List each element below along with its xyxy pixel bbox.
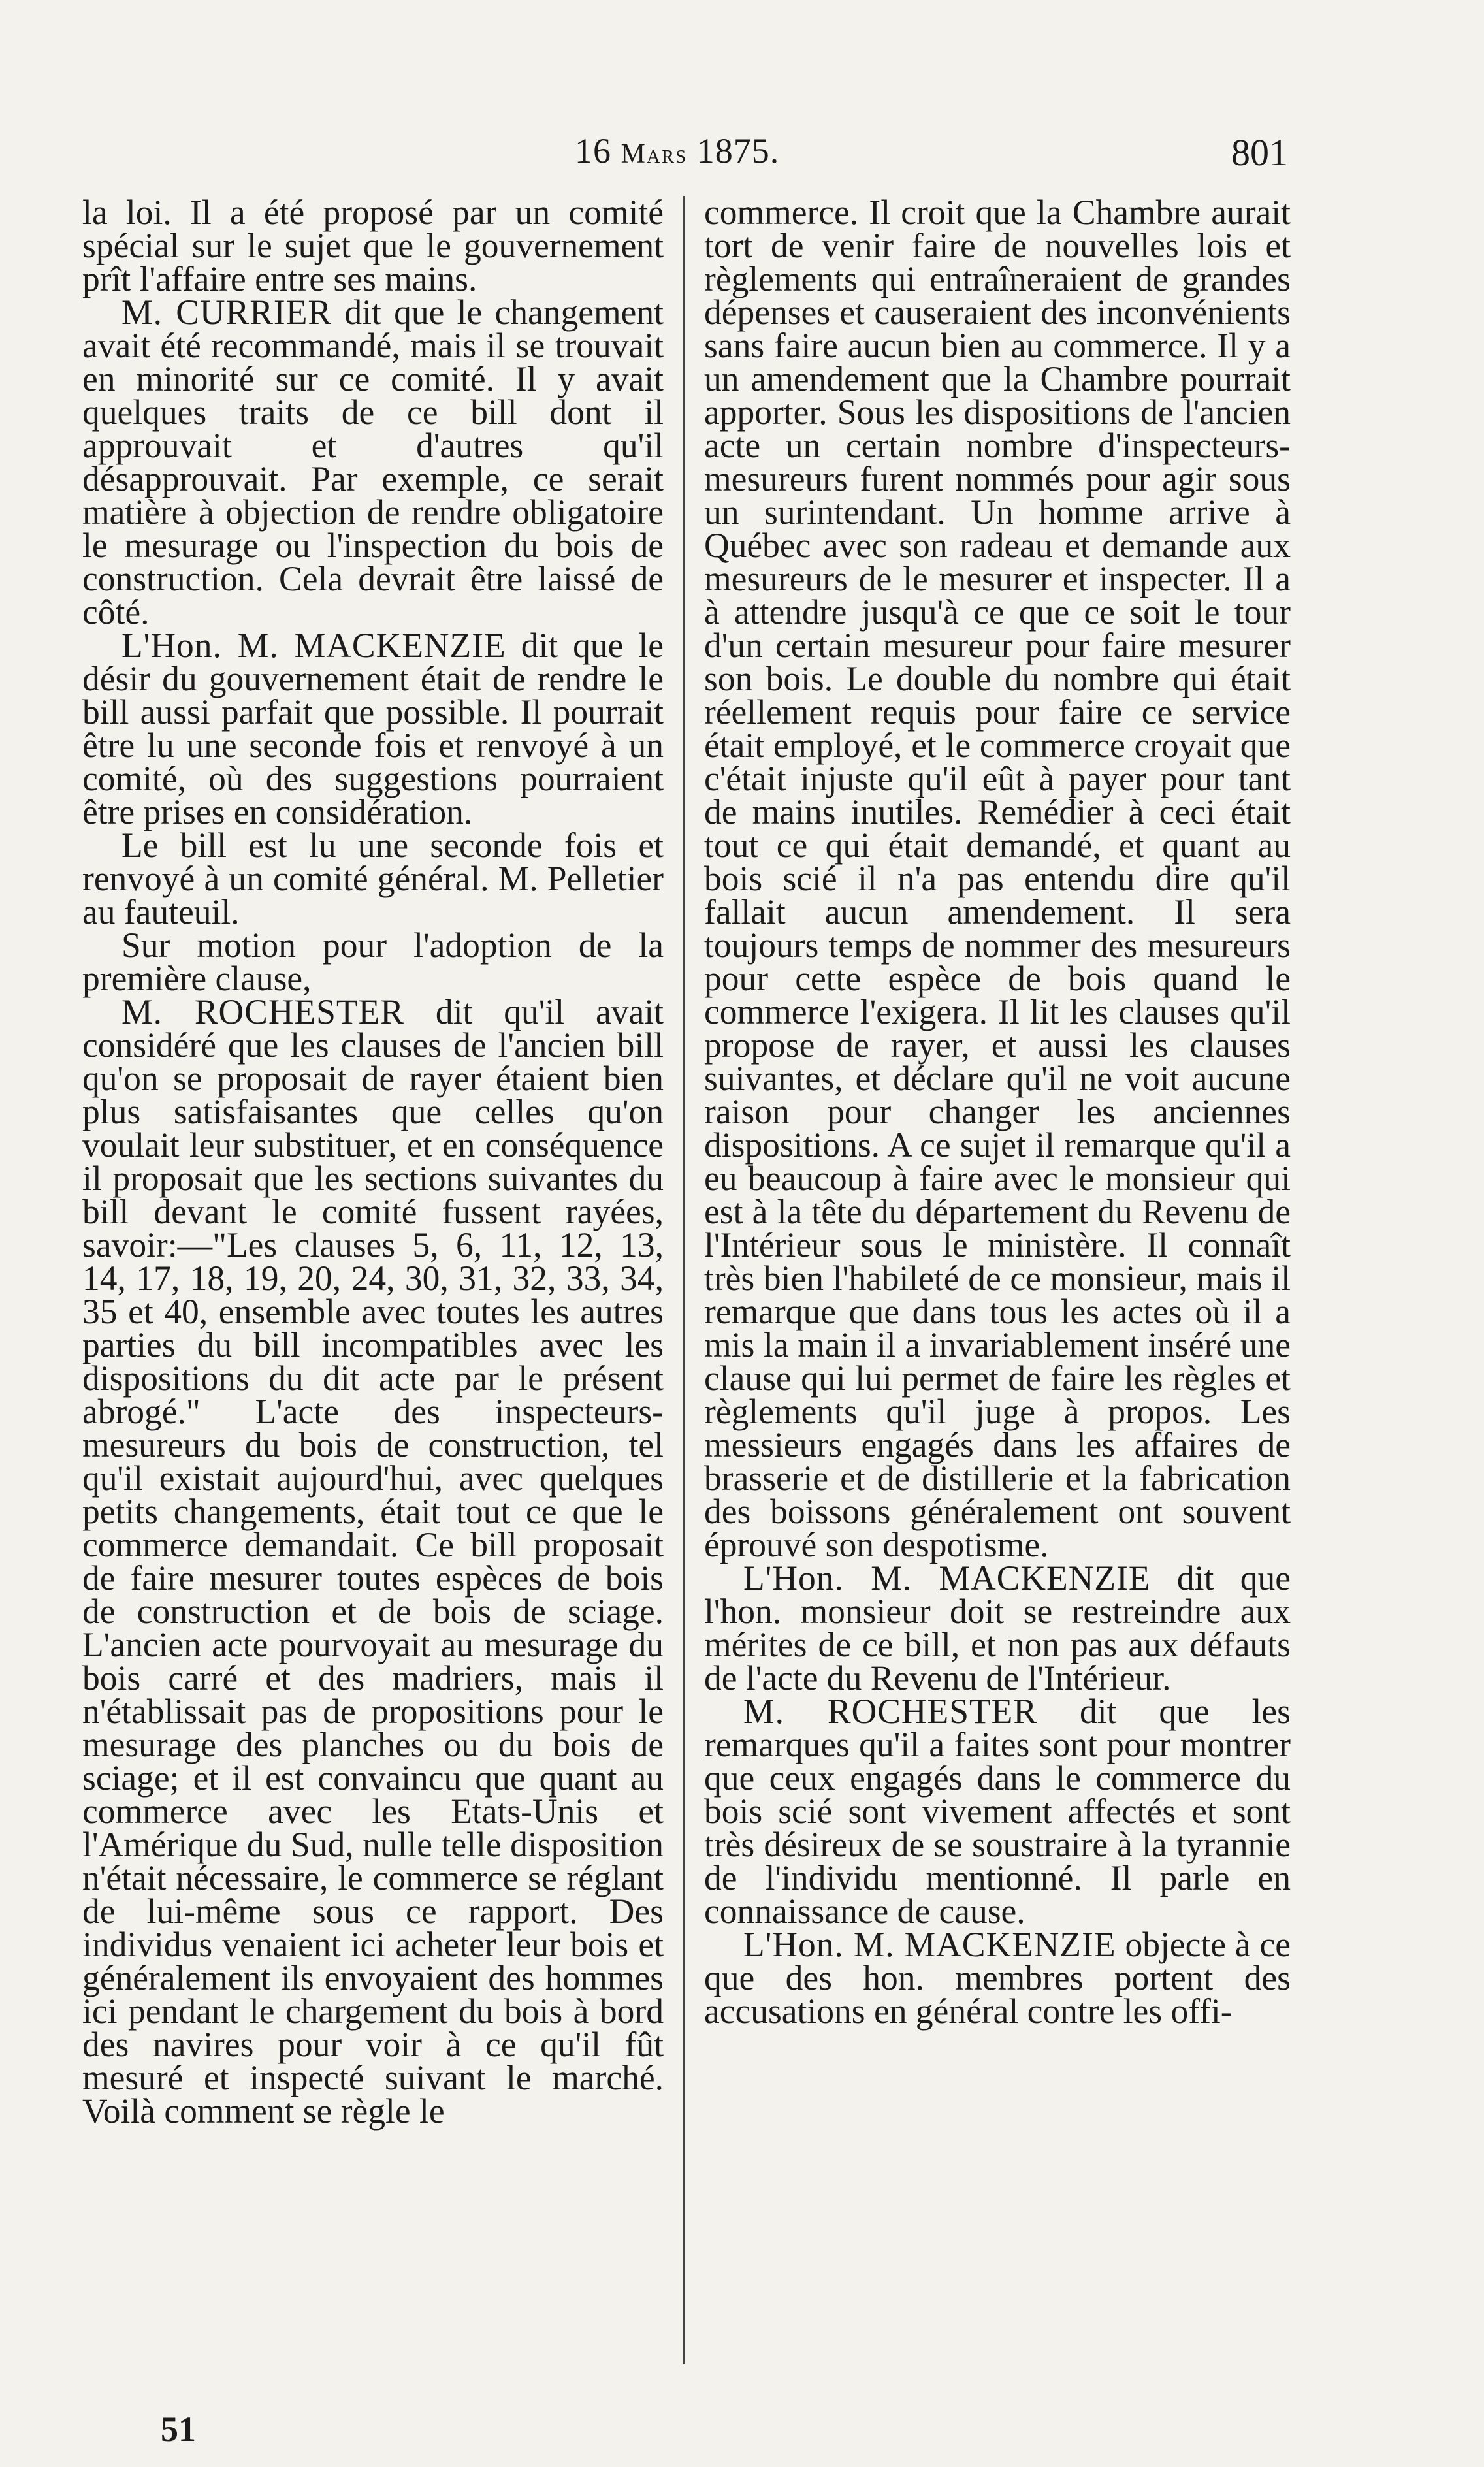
header-date [575,131,779,171]
paragraph-text: dit que le changement avait été recommandé, mais il se trouvait en minorité sur ce comité. Il y avait quelques traits de ce bill dont il approuvait et d'autres qu'il désapprouvait. Par exemple, ce serait matière à objection de rendre obligatoire le mesurage ou l'inspection du bois de construction. Cela devrait être laissé de côté. [82,293,664,632]
text-paragraph [82,926,664,998]
speech-paragraph [704,1558,1291,1698]
paragraph-text: Sur motion pour l'adoption de la première clause, [82,926,664,998]
text-paragraph [82,826,664,931]
paragraph-text: la loi. Il a été proposé par un comité spécial sur le sujet que le gouvernement prît l'affaire entre ses mains. [82,193,664,298]
speaker-name: L'Hon. M. MACKENZIE [743,1925,1116,1964]
header-date-month: Mars [621,139,688,169]
paragraph-text: commerce. Il croit que la Chambre aurait tort de venir faire de nouvelles lois et règlements qui entraîneraient de grandes dépenses et causeraient des inconvénients sans faire aucun bien au commerce. Il y a un amendement que la Chambre pourrait apporter. Sous les dispositions de l'ancien acte un certain nombre d'inspecteurs-mesureurs furent nommés pour agir sous un surintendant. Un homme arrive à Québec avec son radeau et demande aux mesureurs de le mesurer et inspecter. Il a à attendre jusqu'à ce que ce soit le tour d'un certain mesureur pour faire mesurer son bois. Le double du nombre qui était réellement requis pour faire ce service était employé, et le commerce croyait que c'était injuste qu'il eût à payer pour tant de mains inutiles. Remédier à ceci était tout ce qui était demandé, et quant au bois scié il n'a pas entendu dire qu'il fallait aucun amendement. Il sera toujours temps de nommer des mesureurs pour cette espèce de bois quand le commerce l'exigera. Il lit les clauses qu'il propose de rayer, et aussi les clauses suivantes, et déclare qu'il ne voit aucune raison pour changer les anciennes dispositions. A ce sujet il remarque qu'il a eu beaucoup à faire avec le monsieur qui est à la tête du département du Revenu de l'Intérieur sous le ministère. Il connaît très bien l'habileté de ce monsieur, mais il remarque que dans tous les actes où il a mis la main il a invariablement inséré une clause qui lui permet de faire les règles et règlements qu'il juge à propos. Les messieurs engagés dans les affaires de brasserie et de distillerie et la fabrication des boissons généralement ont souvent éprouvé son despotisme. [704,193,1291,1564]
header-date-year: 1875. [696,131,780,170]
paragraph-text: dit que l'hon. monsieur doit se restreindre aux mérites de ce bill, et non pas aux défauts de l'acte du Revenu de l'Intérieur. [704,1558,1291,1698]
speech-paragraph [704,1692,1291,1931]
paragraph-text: dit qu'il avait considéré que les clauses de l'ancien bill qu'on se proposait de rayer étaient bien plus satisfaisantes que celles qu'on voulait leur substituer, et en conséquence il proposait que les sections suivantes du bill devant le comité fussent rayées, savoir:—"Les clauses 5, 6, 11, 12, 13, 14, 17, 18, 19, 20, 24, 30, 31, 32, 33, 34, 35 et 40, ensemble avec toutes les autres parties du bill incompatibles avec les dispositions du dit acte par le présent abrogé." L'acte des inspecteurs-mesureurs du bois de construction, tel qu'il existait aujourd'hui, avec quelques petits changements, était tout ce que le commerce demandait. Ce bill proposait de faire mesurer toutes espèces de bois de construction et de bois de sciage. L'ancien acte pourvoyait au mesurage du bois carré et des madriers, mais il n'établissait pas de propositions pour le mesurage des planches ou du bois de sciage; et il est convaincu que quant au commerce avec les Etats-Unis et l'Amérique du Sud, nulle telle disposition n'était nécessaire, le commerce se réglant de lui-même sous ce rapport. Des individus venaient ici acheter leur bois et généralement ils envoyaient des hommes ici pendant le chargement du bois à bord des navires pour voir à ce qu'il fût mesuré et inspecté suivant le marché. Voilà comment se règle le [82,992,664,2131]
page-header [0,131,1484,183]
text-paragraph [82,193,664,298]
left-column [82,193,664,2131]
speaker-name: M. CURRIER [121,293,332,332]
speaker-name: M. ROCHESTER [121,992,404,1031]
speech-paragraph [82,293,664,632]
header-date-day: 16 [575,131,611,170]
paragraph-text: dit que les remarques qu'il a faites sont pour montrer que ceux engagés dans le commerce du bois scié sont vivement affectés et sont très désireux de se soustraire à la tyrannie de l'individu mentionné. Il parle en connaissance de cause. [704,1692,1291,1931]
column-divider [683,196,685,2364]
speech-paragraph [82,992,664,2131]
paragraph-text: objecte à ce que des hon. membres portent des accusations en général contre les offi- [704,1925,1291,2031]
page-number: 801 [1231,131,1288,174]
paragraph-text: Le bill est lu une seconde fois et renvoyé à un comité général. M. Pelletier au fauteuil. [82,826,664,931]
speech-paragraph [82,626,664,831]
speaker-name: L'Hon. M. MACKENZIE [121,626,506,665]
text-paragraph [704,193,1291,1564]
paragraph-text: dit que le désir du gouvernement était de rendre le bill aussi parfait que possible. Il pourrait être lu une seconde fois et renvoyé à un comité, où des suggestions pourraient être prises en considération. [82,626,664,831]
speaker-name: M. ROCHESTER [743,1692,1038,1731]
speech-paragraph [704,1925,1291,2031]
right-column [704,193,1291,2031]
signature-mark: 51 [161,2410,196,2449]
speaker-name: L'Hon. M. MACKENZIE [743,1558,1151,1598]
